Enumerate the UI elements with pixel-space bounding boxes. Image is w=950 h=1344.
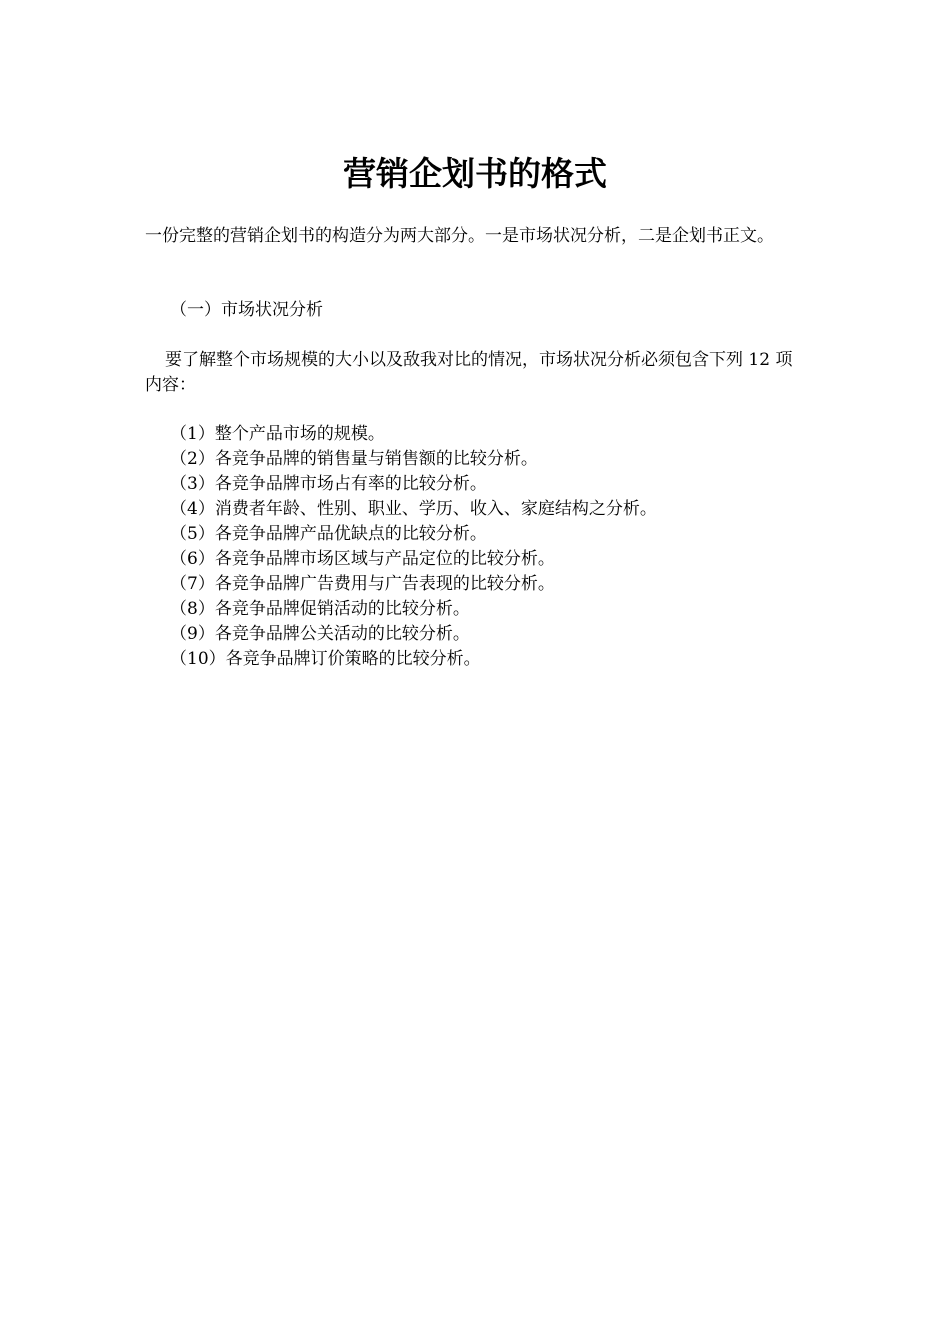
list-item: （8）各竞争品牌促销活动的比较分析。 [170, 599, 470, 619]
analysis-item-list [170, 422, 810, 672]
list-item: （3）各竞争品牌市场占有率的比较分析。 [170, 474, 487, 494]
list-item: （5）各竞争品牌产品优缺点的比较分析。 [170, 524, 487, 544]
intro-paragraph: 一份完整的营销企划书的构造分为两大部分。一是市场状况分析，二是企划书正文。 [145, 226, 774, 246]
list-item: （10）各竞争品牌订价策略的比较分析。 [170, 649, 481, 669]
list-item: （6）各竞争品牌市场区域与产品定位的比较分析。 [170, 549, 555, 569]
section-heading: （一）市场状况分析 [170, 300, 323, 320]
list-item: （2）各竞争品牌的销售量与销售额的比较分析。 [170, 449, 538, 469]
list-item: （7）各竞争品牌广告费用与广告表现的比较分析。 [170, 574, 555, 594]
document-title: 营销企划书的格式 [343, 154, 607, 193]
list-item: （4）消费者年龄、性别、职业、学历、收入、家庭结构之分析。 [170, 499, 657, 519]
list-item: （1）整个产品市场的规模。 [170, 424, 385, 444]
list-item: （9）各竞争品牌公关活动的比较分析。 [170, 624, 470, 644]
requirement-paragraph: 要了解整个市场规模的大小以及敌我对比的情况，市场状况分析必须包含下列 12 项内容： [145, 350, 793, 395]
